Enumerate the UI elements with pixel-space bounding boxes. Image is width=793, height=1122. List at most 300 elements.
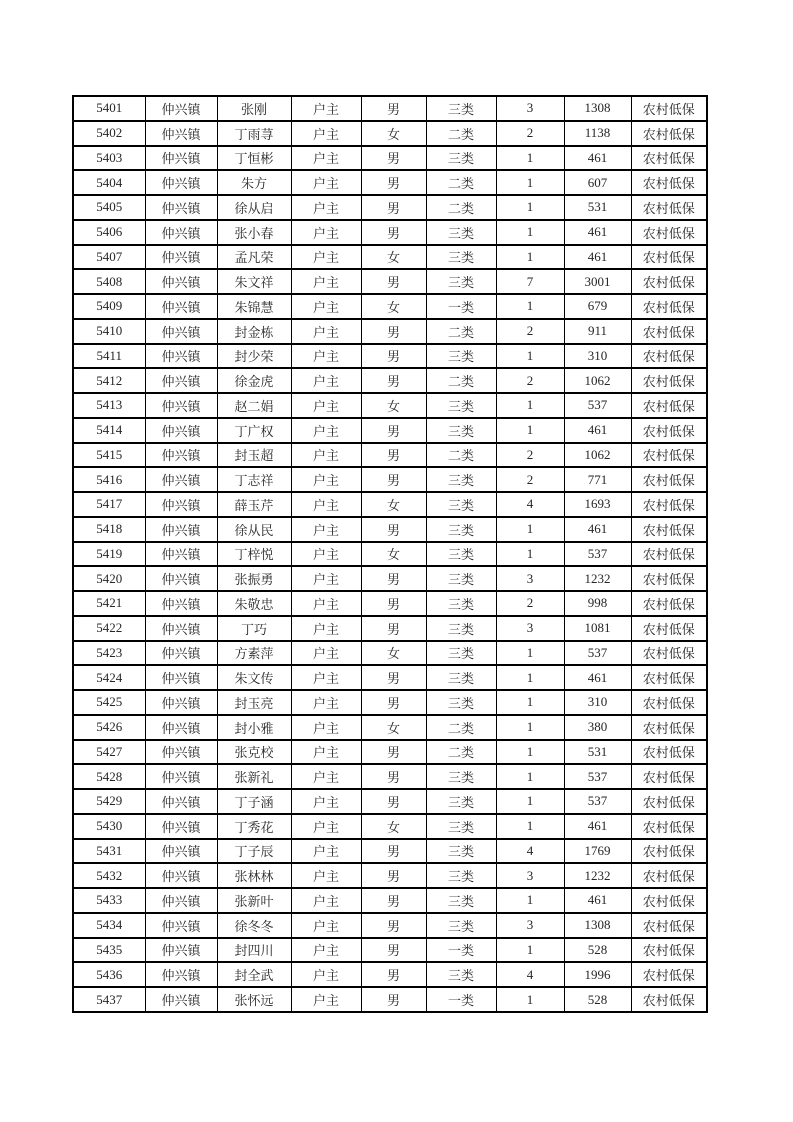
table-cell: 户主 (291, 913, 361, 938)
table-cell: 农村低保 (631, 146, 707, 171)
table-cell: 封全武 (217, 962, 291, 987)
table-row (73, 467, 707, 492)
table-cell: 2 (496, 319, 564, 344)
table-cell: 1232 (564, 566, 631, 591)
table-cell: 农村低保 (631, 319, 707, 344)
table-cell: 一类 (426, 987, 496, 1012)
table-cell: 5426 (73, 715, 145, 740)
table-cell: 三类 (426, 814, 496, 839)
table-cell: 户主 (291, 839, 361, 864)
table-cell: 5401 (73, 96, 145, 121)
table-cell: 男 (361, 616, 426, 641)
table-cell: 户主 (291, 121, 361, 146)
table-cell: 农村低保 (631, 764, 707, 789)
table-cell: 农村低保 (631, 987, 707, 1012)
table-cell: 丁恒彬 (217, 146, 291, 171)
table-cell: 农村低保 (631, 492, 707, 517)
table-cell: 1 (496, 641, 564, 666)
table-cell: 三类 (426, 344, 496, 369)
table-cell: 丁梓悦 (217, 542, 291, 567)
table-cell: 徐从启 (217, 195, 291, 220)
table-cell: 5412 (73, 368, 145, 393)
table-cell: 1 (496, 740, 564, 765)
table-cell: 二类 (426, 740, 496, 765)
table-cell: 男 (361, 269, 426, 294)
table-cell: 仲兴镇 (145, 938, 217, 963)
table-cell: 5413 (73, 393, 145, 418)
table-cell: 911 (564, 319, 631, 344)
table-cell: 1 (496, 418, 564, 443)
table-row (73, 542, 707, 567)
table-cell: 1 (496, 517, 564, 542)
table-cell: 三类 (426, 888, 496, 913)
table-cell: 1996 (564, 962, 631, 987)
table-row (73, 443, 707, 468)
table-cell: 461 (564, 220, 631, 245)
table-cell: 农村低保 (631, 962, 707, 987)
table-cell: 丁志祥 (217, 467, 291, 492)
table-cell: 仲兴镇 (145, 121, 217, 146)
table-cell: 丁子辰 (217, 839, 291, 864)
table-cell: 朱文传 (217, 665, 291, 690)
table-cell: 张怀远 (217, 987, 291, 1012)
table-cell: 农村低保 (631, 294, 707, 319)
table-cell: 男 (361, 591, 426, 616)
table-cell: 女 (361, 121, 426, 146)
table-cell: 农村低保 (631, 418, 707, 443)
table-cell: 3001 (564, 269, 631, 294)
table-cell: 丁巧 (217, 616, 291, 641)
table-row (73, 888, 707, 913)
table-row (73, 245, 707, 270)
table-row (73, 418, 707, 443)
table-cell: 二类 (426, 170, 496, 195)
table-cell: 农村低保 (631, 368, 707, 393)
table-cell: 薛玉芹 (217, 492, 291, 517)
table-cell: 户主 (291, 368, 361, 393)
table-cell: 仲兴镇 (145, 418, 217, 443)
table-cell: 537 (564, 393, 631, 418)
table-cell: 男 (361, 517, 426, 542)
table-cell: 农村低保 (631, 121, 707, 146)
table-cell: 5435 (73, 938, 145, 963)
table-cell: 男 (361, 319, 426, 344)
table-cell: 三类 (426, 764, 496, 789)
table-cell: 农村低保 (631, 814, 707, 839)
table-cell: 1 (496, 938, 564, 963)
table-cell: 1 (496, 170, 564, 195)
table-cell: 户主 (291, 294, 361, 319)
table-cell: 三类 (426, 962, 496, 987)
table-row (73, 368, 707, 393)
table-row (73, 814, 707, 839)
table-cell: 农村低保 (631, 443, 707, 468)
table-cell: 男 (361, 467, 426, 492)
table-cell: 男 (361, 443, 426, 468)
table-cell: 户主 (291, 517, 361, 542)
table-cell: 仲兴镇 (145, 294, 217, 319)
table-cell: 张小春 (217, 220, 291, 245)
table-cell: 三类 (426, 789, 496, 814)
table-cell: 三类 (426, 591, 496, 616)
table-cell: 男 (361, 418, 426, 443)
table-cell: 农村低保 (631, 913, 707, 938)
table-cell: 男 (361, 764, 426, 789)
table-cell: 徐冬冬 (217, 913, 291, 938)
table-cell: 537 (564, 641, 631, 666)
table-cell: 农村低保 (631, 220, 707, 245)
table-cell: 仲兴镇 (145, 740, 217, 765)
table-cell: 5433 (73, 888, 145, 913)
table-cell: 户主 (291, 987, 361, 1012)
table-cell: 5431 (73, 839, 145, 864)
table-cell: 1062 (564, 368, 631, 393)
table-cell: 4 (496, 962, 564, 987)
table-cell: 户主 (291, 690, 361, 715)
table-cell: 2 (496, 368, 564, 393)
table-cell: 二类 (426, 715, 496, 740)
table-cell: 461 (564, 245, 631, 270)
table-cell: 5434 (73, 913, 145, 938)
table-row (73, 839, 707, 864)
table-cell: 仲兴镇 (145, 591, 217, 616)
table-cell: 5420 (73, 566, 145, 591)
table-cell: 户主 (291, 863, 361, 888)
table-cell: 三类 (426, 665, 496, 690)
table-cell: 4 (496, 492, 564, 517)
table-cell: 丁广权 (217, 418, 291, 443)
table-cell: 1 (496, 987, 564, 1012)
table-cell: 5403 (73, 146, 145, 171)
table-cell: 5406 (73, 220, 145, 245)
table-cell: 男 (361, 938, 426, 963)
table-cell: 农村低保 (631, 888, 707, 913)
table-cell: 1308 (564, 96, 631, 121)
table-cell: 三类 (426, 863, 496, 888)
table-cell: 三类 (426, 393, 496, 418)
table-cell: 二类 (426, 443, 496, 468)
table-row (73, 863, 707, 888)
table-cell: 三类 (426, 220, 496, 245)
table-cell: 男 (361, 690, 426, 715)
table-cell: 仲兴镇 (145, 368, 217, 393)
table-cell: 三类 (426, 542, 496, 567)
table-cell: 农村低保 (631, 863, 707, 888)
table-cell: 1 (496, 764, 564, 789)
table-cell: 农村低保 (631, 789, 707, 814)
table-cell: 仲兴镇 (145, 319, 217, 344)
table-row (73, 492, 707, 517)
table-cell: 男 (361, 888, 426, 913)
table-cell: 农村低保 (631, 715, 707, 740)
table-cell: 2 (496, 467, 564, 492)
table-cell: 1 (496, 789, 564, 814)
table-cell: 仲兴镇 (145, 517, 217, 542)
table-row (73, 393, 707, 418)
table-cell: 三类 (426, 517, 496, 542)
table-cell: 户主 (291, 418, 361, 443)
table-cell: 1 (496, 814, 564, 839)
table-cell: 仲兴镇 (145, 888, 217, 913)
table-cell: 农村低保 (631, 245, 707, 270)
table-cell: 5424 (73, 665, 145, 690)
table-cell: 男 (361, 863, 426, 888)
table-cell: 3 (496, 96, 564, 121)
table-cell: 男 (361, 344, 426, 369)
table-cell: 998 (564, 591, 631, 616)
table-cell: 女 (361, 245, 426, 270)
table-cell: 5428 (73, 764, 145, 789)
table-cell: 女 (361, 542, 426, 567)
table-row (73, 170, 707, 195)
subsistence-allowance-table (72, 95, 708, 1013)
table-cell: 农村低保 (631, 542, 707, 567)
table-cell: 张新礼 (217, 764, 291, 789)
table-cell: 5411 (73, 344, 145, 369)
table-cell: 仲兴镇 (145, 715, 217, 740)
table-cell: 男 (361, 987, 426, 1012)
table-cell: 仲兴镇 (145, 245, 217, 270)
table-row (73, 641, 707, 666)
table-cell: 5432 (73, 863, 145, 888)
table-cell: 三类 (426, 641, 496, 666)
table-cell: 1 (496, 393, 564, 418)
table-cell: 461 (564, 418, 631, 443)
table-cell: 仲兴镇 (145, 839, 217, 864)
table-cell: 3 (496, 566, 564, 591)
table-cell: 5416 (73, 467, 145, 492)
table-cell: 461 (564, 814, 631, 839)
table-cell: 农村低保 (631, 467, 707, 492)
table-cell: 户主 (291, 170, 361, 195)
table-cell: 户主 (291, 814, 361, 839)
table-row (73, 591, 707, 616)
table-cell: 张新叶 (217, 888, 291, 913)
table-cell: 仲兴镇 (145, 542, 217, 567)
table-cell: 户主 (291, 665, 361, 690)
table-cell: 户主 (291, 542, 361, 567)
table-cell: 二类 (426, 368, 496, 393)
table-cell: 461 (564, 888, 631, 913)
table-cell: 1062 (564, 443, 631, 468)
table-cell: 封少荣 (217, 344, 291, 369)
table-cell: 农村低保 (631, 665, 707, 690)
table-row (73, 566, 707, 591)
table-row (73, 938, 707, 963)
table-cell: 户主 (291, 789, 361, 814)
table-cell: 2 (496, 591, 564, 616)
table-cell: 农村低保 (631, 170, 707, 195)
table-cell: 女 (361, 294, 426, 319)
table-cell: 户主 (291, 715, 361, 740)
table-cell: 531 (564, 195, 631, 220)
table-cell: 三类 (426, 418, 496, 443)
table-cell: 5423 (73, 641, 145, 666)
table-cell: 三类 (426, 839, 496, 864)
table-cell: 丁秀花 (217, 814, 291, 839)
table-cell: 仲兴镇 (145, 641, 217, 666)
table-cell: 310 (564, 344, 631, 369)
table-cell: 张振勇 (217, 566, 291, 591)
table-cell: 户主 (291, 220, 361, 245)
table-cell: 户主 (291, 319, 361, 344)
table-cell: 封小雅 (217, 715, 291, 740)
table-cell: 仲兴镇 (145, 467, 217, 492)
table-cell: 农村低保 (631, 938, 707, 963)
table-cell: 二类 (426, 195, 496, 220)
table-cell: 仲兴镇 (145, 987, 217, 1012)
table-cell: 户主 (291, 641, 361, 666)
table-cell: 仲兴镇 (145, 96, 217, 121)
table-cell: 三类 (426, 492, 496, 517)
table-cell: 仲兴镇 (145, 690, 217, 715)
table-cell: 封金栋 (217, 319, 291, 344)
table-cell: 仲兴镇 (145, 616, 217, 641)
table-cell: 男 (361, 839, 426, 864)
table-cell: 1 (496, 344, 564, 369)
table-cell: 三类 (426, 146, 496, 171)
table-cell: 户主 (291, 591, 361, 616)
table-cell: 户主 (291, 492, 361, 517)
table-cell: 531 (564, 740, 631, 765)
table-cell: 仲兴镇 (145, 269, 217, 294)
table-cell: 2 (496, 121, 564, 146)
table-cell: 女 (361, 393, 426, 418)
table-cell: 380 (564, 715, 631, 740)
table-cell: 461 (564, 146, 631, 171)
table-cell: 仲兴镇 (145, 814, 217, 839)
table-cell: 女 (361, 492, 426, 517)
table-cell: 徐从民 (217, 517, 291, 542)
table-cell: 2 (496, 443, 564, 468)
table-cell: 张克校 (217, 740, 291, 765)
table-cell: 三类 (426, 96, 496, 121)
table-cell: 461 (564, 665, 631, 690)
table-cell: 仲兴镇 (145, 492, 217, 517)
table-cell: 封玉亮 (217, 690, 291, 715)
table-cell: 1 (496, 146, 564, 171)
table-cell: 仲兴镇 (145, 146, 217, 171)
table-cell: 1 (496, 888, 564, 913)
table-cell: 537 (564, 764, 631, 789)
table-cell: 5419 (73, 542, 145, 567)
table-cell: 男 (361, 170, 426, 195)
table-cell: 1 (496, 294, 564, 319)
table-cell: 仲兴镇 (145, 962, 217, 987)
table-cell: 3 (496, 913, 564, 938)
table-cell: 528 (564, 987, 631, 1012)
table-cell: 7 (496, 269, 564, 294)
table-cell: 一类 (426, 938, 496, 963)
table-row (73, 665, 707, 690)
table-cell: 5422 (73, 616, 145, 641)
table-cell: 农村低保 (631, 690, 707, 715)
table-cell: 三类 (426, 269, 496, 294)
table-row (73, 715, 707, 740)
table-cell: 户主 (291, 467, 361, 492)
table-row (73, 344, 707, 369)
table-cell: 户主 (291, 245, 361, 270)
table-row (73, 962, 707, 987)
table-cell: 5402 (73, 121, 145, 146)
table-row (73, 517, 707, 542)
table-row (73, 616, 707, 641)
table-cell: 1693 (564, 492, 631, 517)
table-cell: 三类 (426, 690, 496, 715)
table-cell: 1 (496, 245, 564, 270)
table-cell: 5425 (73, 690, 145, 715)
table-cell: 仲兴镇 (145, 220, 217, 245)
table-cell: 丁雨荨 (217, 121, 291, 146)
table-cell: 5409 (73, 294, 145, 319)
table-row (73, 789, 707, 814)
table-cell: 男 (361, 566, 426, 591)
table-cell: 仲兴镇 (145, 566, 217, 591)
table-cell: 537 (564, 542, 631, 567)
table-cell: 1 (496, 715, 564, 740)
table-cell: 户主 (291, 616, 361, 641)
table-cell: 男 (361, 665, 426, 690)
table-row (73, 121, 707, 146)
table-cell: 男 (361, 962, 426, 987)
table-cell: 户主 (291, 269, 361, 294)
table-cell: 仲兴镇 (145, 863, 217, 888)
table-cell: 三类 (426, 616, 496, 641)
table-cell: 528 (564, 938, 631, 963)
table-cell: 1 (496, 665, 564, 690)
table-cell: 户主 (291, 96, 361, 121)
table-cell: 农村低保 (631, 740, 707, 765)
table-cell: 5404 (73, 170, 145, 195)
table-row (73, 690, 707, 715)
table-cell: 二类 (426, 121, 496, 146)
table-cell: 5427 (73, 740, 145, 765)
table-cell: 男 (361, 913, 426, 938)
table-cell: 5418 (73, 517, 145, 542)
table-row (73, 764, 707, 789)
table-cell: 徐金虎 (217, 368, 291, 393)
table-cell: 607 (564, 170, 631, 195)
table-cell: 农村低保 (631, 566, 707, 591)
table-cell: 3 (496, 616, 564, 641)
table-cell: 三类 (426, 245, 496, 270)
table-row (73, 987, 707, 1012)
table-cell: 1769 (564, 839, 631, 864)
table-cell: 户主 (291, 344, 361, 369)
table-cell: 农村低保 (631, 269, 707, 294)
table-cell: 男 (361, 740, 426, 765)
table-cell: 仲兴镇 (145, 913, 217, 938)
table-cell: 5421 (73, 591, 145, 616)
table-cell: 赵二娟 (217, 393, 291, 418)
table-cell: 男 (361, 195, 426, 220)
table-cell: 仲兴镇 (145, 344, 217, 369)
table-row (73, 195, 707, 220)
table-cell: 5429 (73, 789, 145, 814)
table-cell: 张刚 (217, 96, 291, 121)
table-cell: 仲兴镇 (145, 170, 217, 195)
table-cell: 农村低保 (631, 517, 707, 542)
table-cell: 5437 (73, 987, 145, 1012)
table-cell: 1 (496, 542, 564, 567)
table-cell: 男 (361, 96, 426, 121)
table-cell: 仲兴镇 (145, 443, 217, 468)
table-cell: 三类 (426, 467, 496, 492)
table-cell: 5410 (73, 319, 145, 344)
table-cell: 三类 (426, 566, 496, 591)
table-cell: 310 (564, 690, 631, 715)
table-cell: 1081 (564, 616, 631, 641)
